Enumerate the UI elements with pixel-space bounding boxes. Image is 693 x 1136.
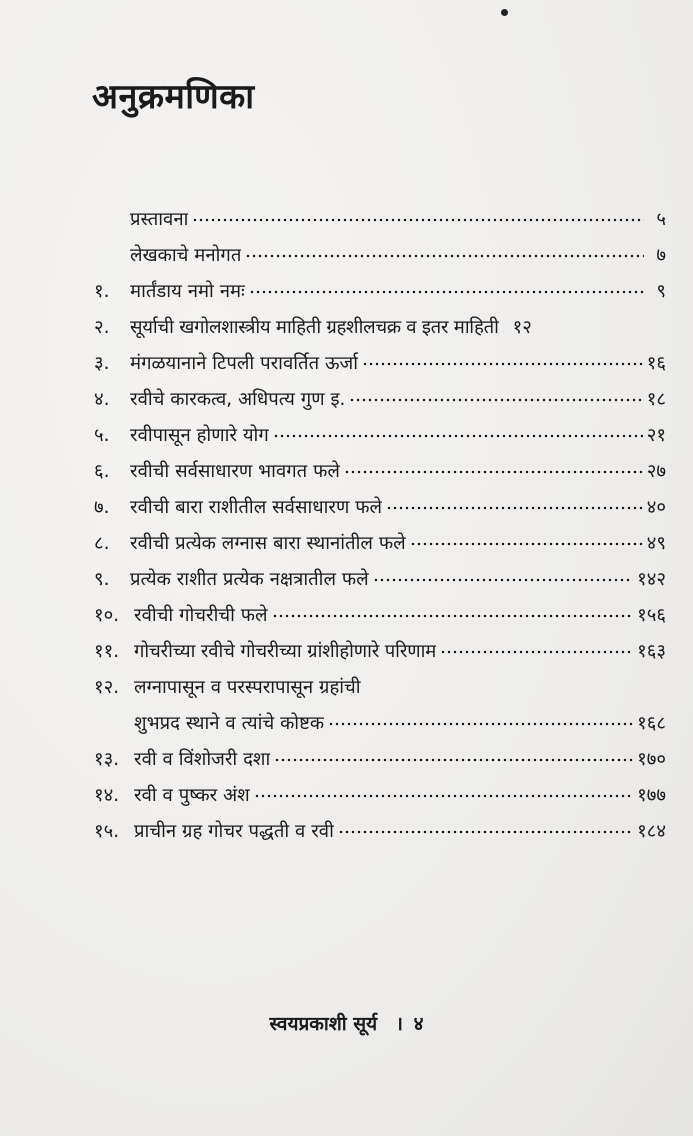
toc-entry-number: ३. — [94, 353, 110, 374]
toc-entry-title: प्रस्तावना — [130, 209, 189, 230]
dot-leader — [249, 290, 644, 294]
toc-entry-title-line2: शुभप्रद स्थाने व त्यांचे कोष्टक — [134, 713, 325, 734]
dot-leader — [373, 578, 633, 582]
toc-entry-page: ७ — [656, 245, 666, 266]
toc-entry-title: रवीची गोचरीची फले — [134, 605, 268, 626]
toc-entry-page: २१ — [646, 425, 666, 446]
toc-entry-title: मंगळयानाने टिपली परावर्तित ऊर्जा — [130, 353, 359, 374]
toc-entry-title: रवी व विंशोजरी दशा — [134, 749, 271, 770]
toc-entry[interactable] — [94, 494, 666, 530]
ink-dot — [501, 9, 508, 16]
toc-entry-number: १. — [94, 281, 110, 302]
toc-entry-number: १०. — [94, 605, 120, 626]
toc-entry[interactable] — [94, 638, 666, 674]
toc-entry-title: रवीची बारा राशीतील सर्वसाधारण फले — [130, 497, 383, 518]
toc-entry-title: लेखकाचे मनोगत — [130, 245, 242, 266]
dot-leader — [440, 650, 633, 654]
toc-entry-page: ९ — [656, 281, 666, 302]
toc-entry-page: १५६ — [637, 605, 666, 626]
toc-entry[interactable] — [94, 782, 666, 818]
page-title: अनुक्रमणिका — [92, 77, 255, 117]
toc-entry[interactable] — [94, 386, 666, 422]
toc-entry-page: २७ — [646, 461, 666, 482]
toc-entry[interactable] — [94, 818, 666, 854]
toc-entry[interactable] — [94, 458, 666, 494]
toc-entry-page: १२ — [512, 317, 532, 338]
toc-entry[interactable] — [94, 530, 666, 566]
dot-leader — [349, 398, 642, 402]
footer-book-title: स्वयप्रकाशी सूर्य — [269, 1013, 378, 1035]
toc-entry-number: ७. — [94, 497, 110, 518]
dot-leader — [273, 434, 643, 438]
toc-entry[interactable] — [94, 278, 666, 314]
toc-entry-title: रवी व पुष्कर अंश — [134, 785, 250, 806]
toc-entry-title: रवीची प्रत्येक लग्नास बारा स्थानांतील फले — [130, 533, 406, 554]
footer-separator: । — [395, 1013, 403, 1035]
toc-entry-title: प्रत्येक राशीत प्रत्येक नक्षत्रातील फले — [130, 569, 369, 590]
footer-page-number: ४ — [413, 1013, 424, 1035]
toc-entry-page: १७० — [637, 749, 666, 770]
toc-entry-title: मार्तंडाय नमो नमः — [130, 281, 245, 302]
toc-entry[interactable] — [94, 674, 666, 710]
toc-entry[interactable] — [94, 602, 666, 638]
dot-leader — [410, 542, 643, 546]
page-footer — [0, 1010, 693, 1036]
toc-entry-page: १८ — [646, 389, 666, 410]
toc-entry[interactable] — [94, 746, 666, 782]
toc-entry[interactable] — [94, 422, 666, 458]
toc-entry[interactable] — [94, 242, 666, 278]
toc-entry-title: रवीपासून होणारे योग — [130, 425, 269, 446]
toc-entry-continuation[interactable] — [94, 710, 666, 746]
dot-leader — [503, 326, 509, 330]
toc-entry-number: ६. — [94, 461, 110, 482]
dot-leader — [344, 470, 643, 474]
toc-entry-page: ४० — [646, 497, 666, 518]
toc-entry-number: १५. — [94, 821, 120, 842]
toc-entry-page: १४२ — [637, 569, 666, 590]
toc-entry-page: १७७ — [637, 785, 666, 806]
table-of-contents — [94, 206, 666, 854]
toc-entry-number: २. — [94, 317, 110, 338]
toc-entry-title: सूर्याची खगोलशास्त्रीय माहिती ग्रहशीलचक्र व इतर माहिती — [130, 317, 499, 338]
dot-leader — [272, 614, 634, 618]
toc-entry-number: ५. — [94, 425, 110, 446]
toc-entry-page: १६३ — [637, 641, 666, 662]
toc-entry-number: १२. — [94, 677, 120, 698]
dot-leader — [245, 254, 644, 258]
dot-leader — [274, 758, 633, 762]
toc-entry-page: ५ — [656, 209, 666, 230]
toc-entry-number: १३. — [94, 749, 120, 770]
dot-leader — [386, 506, 643, 510]
dot-leader — [254, 794, 633, 798]
toc-entry-title: रवीचे कारकत्व, अधिपत्य गुण इ. — [130, 389, 346, 410]
toc-entry-title: प्राचीन ग्रह गोचर पद्धती व रवी — [134, 821, 334, 842]
toc-entry-page: ४९ — [646, 533, 666, 554]
dot-leader — [362, 362, 643, 366]
toc-entry-title: लग्नापासून व परस्परापासून ग्रहांची — [134, 677, 361, 698]
toc-entry-number: ९. — [94, 569, 110, 590]
dot-leader — [328, 722, 633, 726]
toc-entry[interactable] — [94, 206, 666, 242]
toc-entry-number: ४. — [94, 389, 110, 410]
toc-entry[interactable] — [94, 314, 666, 350]
dot-leader — [192, 218, 644, 222]
toc-entry-title: गोचरीच्या रवीचे गोचरीच्या ग्रांशीहोणारे परिणाम — [134, 641, 437, 662]
toc-entry[interactable] — [94, 566, 666, 602]
toc-entry-page: १६ — [646, 353, 666, 374]
toc-entry-title: रवीची सर्वसाधारण भावगत फले — [130, 461, 340, 482]
toc-entry-page: १८४ — [637, 821, 666, 842]
toc-entry-number: ११. — [94, 641, 120, 662]
toc-entry-number: ८. — [94, 533, 110, 554]
toc-entry-page: १६८ — [637, 713, 666, 734]
toc-entry-number: १४. — [94, 785, 120, 806]
dot-leader — [338, 830, 633, 834]
toc-entry[interactable] — [94, 350, 666, 386]
